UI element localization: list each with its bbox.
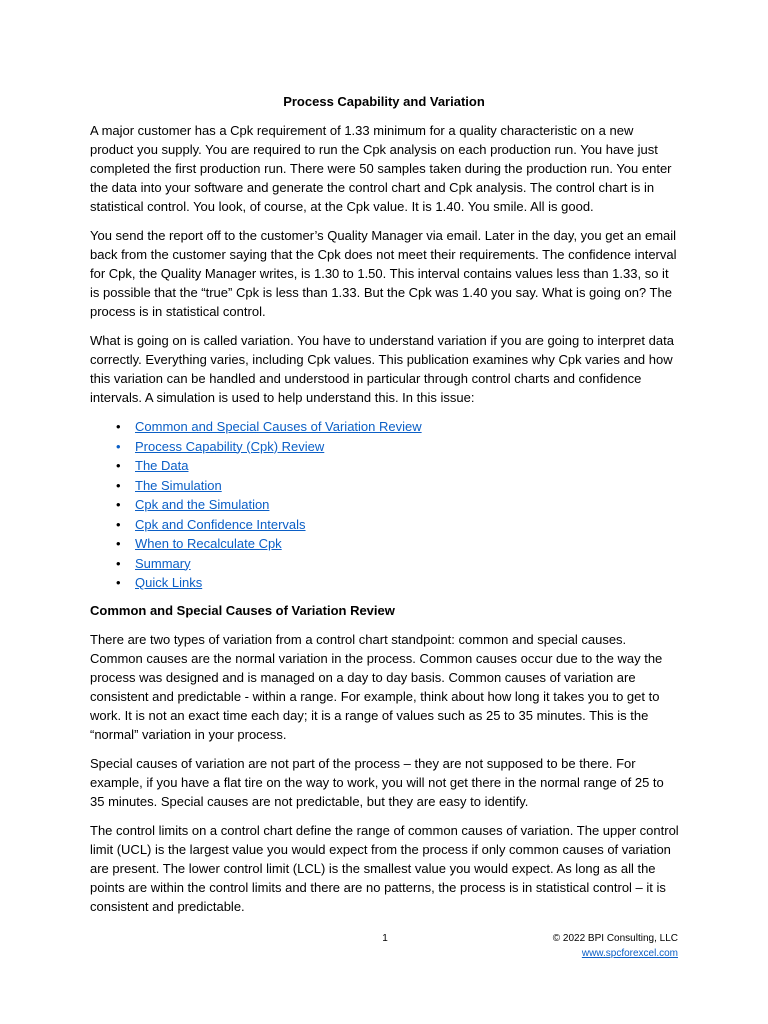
bullet-icon: • [116, 516, 121, 532]
bullet-icon: • [116, 575, 121, 590]
toc-link-recalculate-cpk[interactable]: When to Recalculate Cpk [135, 536, 282, 551]
bullet-icon: • [116, 438, 121, 454]
intro-paragraph-3: What is going on is called variation. You have to understand variation if you are going to interpret data correctly. Everything varies, including Cpk values. This publication examines why Cpk varies and how this variation can be handled and understood in particular through control charts and confidence intervals. A simulation is used to help understand this. In this issue: [90, 333, 674, 405]
copyright-text: © 2022 BPI Consulting, LLC [552, 933, 678, 944]
section-paragraph-3: The control limits on a control chart define the range of common causes of variation. The upper control limit (UCL) is the largest value you would expect from the process if only common causes of variation are present. The lower control limit (LCL) is the smallest value you would expect. As long as all the points are within the control limits and there are no patterns, the process is in statistical control – it is consistent and predictable. [90, 822, 679, 914]
bullet-icon: • [116, 477, 121, 493]
footer-credits [553, 931, 678, 961]
bullet-icon: • [116, 458, 121, 473]
intro-paragraph-2: You send the report off to the customer’s Quality Manager via email. Later in the day, you get an email back from the customer saying that the Cpk does not meet their requirements. The confidence interval for Cpk, the Quality Manager writes, is 1.30 to 1.50. This interval contains values less than 1.33, so it is possible that the “true” Cpk is less than 1.33. But the Cpk was 1.40 you say. What is going on? The process is in statistical control. [90, 228, 677, 319]
section-paragraph-1: There are two types of variation from a control chart standpoint: common and special causes. Common causes are the normal variation in the process. Common causes occur due to the way the process was designed and is managed on a day to day basis. Common causes of variation are consistent and predictable - within a range. For example, think about how long it takes you to get to work. It is not an exact time each day; it is a range of values such as 25 to 35 minutes. This is the “normal” variation in your process. [90, 631, 663, 742]
list-item [90, 554, 680, 574]
issue-contents-list [90, 417, 680, 593]
list-item [90, 495, 680, 515]
list-item [90, 456, 680, 476]
toc-link-cpk-confidence-intervals[interactable]: Cpk and Confidence Intervals [135, 516, 306, 532]
list-item [90, 515, 680, 535]
section-heading: Common and Special Causes of Variation Review [90, 602, 395, 618]
toc-link-the-data[interactable]: The Data [135, 458, 189, 473]
toc-link-common-special-causes[interactable]: Common and Special Causes of Variation Review [135, 419, 422, 434]
website-link[interactable]: www.spcforexcel.com [581, 948, 678, 959]
document-body [90, 121, 680, 926]
toc-link-quick-links[interactable]: Quick Links [135, 575, 203, 590]
bullet-icon: • [116, 536, 121, 551]
list-item [90, 417, 680, 437]
list-item [90, 573, 680, 593]
page-number: 1 [382, 933, 388, 944]
section-paragraph-2: Special causes of variation are not part of the process – they are not supposed to be there. For example, if you have a flat tire on the way to work, you will not get there in the normal range of 25 to 35 minutes. Special causes are not predictable, but they are easy to identify. [90, 755, 664, 809]
list-item [90, 476, 680, 496]
list-item [90, 437, 680, 457]
bullet-icon: • [116, 555, 121, 571]
bullet-icon: • [116, 497, 121, 512]
bullet-icon: • [116, 419, 121, 434]
page-title: Process Capability and Variation [283, 94, 485, 109]
intro-paragraph-1: A major customer has a Cpk requirement of 1.33 minimum for a quality characteristic on a new product you supply. You are required to run the Cpk analysis on each production run. You have just completed the first production run. There were 50 samples taken during the production run. You enter the data into your software and generate the control chart and Cpk analysis. The control chart is in statistical control. You look, of course, at the Cpk value. It is 1.40. You smile. All is good. [90, 123, 672, 214]
toc-link-process-capability[interactable]: Process Capability (Cpk) Review [135, 438, 325, 454]
toc-link-the-simulation[interactable]: The Simulation [135, 477, 222, 493]
list-item [90, 534, 680, 554]
toc-link-summary[interactable]: Summary [135, 555, 191, 571]
toc-link-cpk-simulation[interactable]: Cpk and the Simulation [135, 497, 270, 512]
